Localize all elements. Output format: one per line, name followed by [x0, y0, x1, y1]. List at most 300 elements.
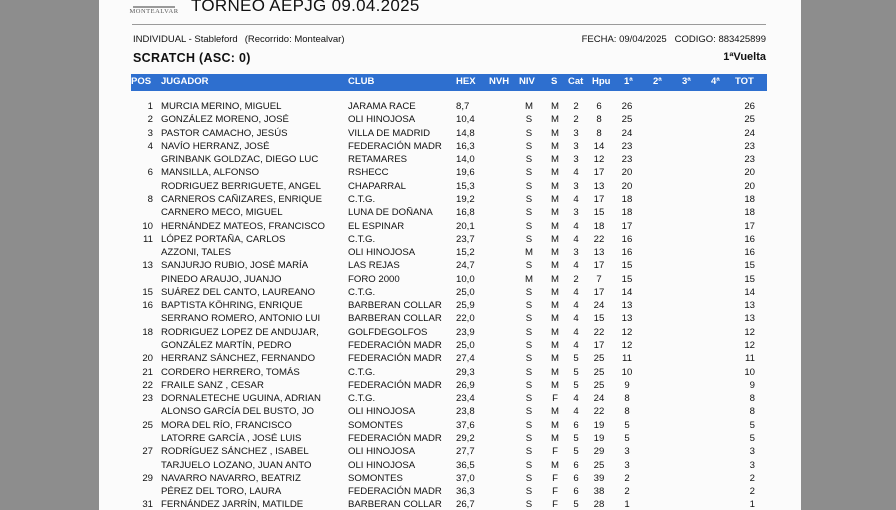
- cell-jugador: CARNEROS CAÑIZARES, ENRIQUE: [161, 193, 322, 205]
- table-row: [131, 459, 767, 472]
- cell-s: M: [551, 433, 559, 444]
- table-row: [131, 286, 767, 299]
- cell-cat: 4: [573, 233, 579, 245]
- cell-s: F: [552, 486, 558, 498]
- cell-cat: 3: [573, 127, 579, 139]
- table-row: [131, 472, 767, 485]
- cell-niv: S: [525, 140, 533, 152]
- cell-niv: M: [525, 101, 533, 112]
- cell-jugador: GONZÁLEZ MORENO, JOSÉ: [161, 114, 289, 126]
- cell-cat: 6: [573, 459, 579, 471]
- cell-club: FEDERACIÓN MADR: [348, 340, 442, 352]
- cell-jugador: PINEDO ARAUJO, JUANJO: [161, 273, 282, 285]
- cell-pos: 13: [142, 260, 153, 272]
- cell-hex: 8,7: [456, 101, 470, 112]
- cell-jugador: SUÁREZ DEL CANTO, LAUREANO: [161, 286, 316, 298]
- cell-niv: S: [525, 472, 533, 484]
- cell-club: FEDERACIÓN MADR: [348, 379, 442, 391]
- cell-cat: 2: [573, 114, 579, 126]
- cell-round1: 18: [621, 193, 633, 205]
- cell-jugador: TARJUELO LOZANO, JUAN ANTO: [161, 459, 312, 471]
- cell-hex: 26,7: [456, 499, 475, 510]
- cell-hpu: 28: [593, 499, 605, 510]
- cell-hex: 29,3: [456, 366, 475, 378]
- cell-cat: 6: [573, 486, 579, 498]
- cell-hex: 27,4: [456, 353, 475, 365]
- cell-s: M: [551, 260, 559, 272]
- cell-hex: 24,7: [456, 260, 475, 272]
- cell-hex: 36,5: [456, 459, 475, 471]
- cell-round1: 8: [624, 393, 630, 405]
- cell-jugador: CARNERO MECO, MIGUEL: [161, 207, 283, 219]
- cell-tot: 1: [749, 499, 755, 510]
- cell-niv: S: [525, 353, 533, 365]
- cell-tot: 23: [744, 154, 755, 166]
- cell-niv: M: [525, 247, 533, 259]
- cell-club: OLI HINOJOSA: [348, 247, 416, 259]
- cell-tot: 12: [744, 326, 755, 338]
- cell-tot: 5: [749, 433, 755, 444]
- cell-niv: S: [525, 220, 533, 232]
- cell-round1: 12: [621, 340, 633, 352]
- cell-club: LUNA DE DOÑANA: [348, 207, 433, 219]
- cell-cat: 6: [573, 419, 579, 431]
- cell-club: BARBERAN COLLAR: [348, 499, 442, 510]
- table-row: [131, 432, 767, 445]
- club-logo: [127, 0, 181, 22]
- cell-pos: 23: [142, 393, 153, 405]
- cell-cat: 6: [573, 472, 579, 484]
- cell-hpu: 12: [593, 154, 605, 166]
- table-row: [131, 220, 767, 233]
- cell-s: M: [551, 247, 559, 259]
- cell-s: M: [551, 459, 559, 471]
- cell-hex: 19,2: [456, 193, 475, 205]
- col-header-hpu: Hpu: [592, 76, 611, 87]
- cell-tot: 20: [744, 180, 755, 192]
- cell-hpu: 17: [593, 167, 605, 179]
- cell-niv: M: [525, 273, 533, 285]
- table-row: [131, 259, 767, 272]
- cell-jugador: PÉREZ DEL TORO, LAURA: [161, 486, 282, 498]
- cell-hpu: 17: [593, 193, 605, 205]
- cell-hpu: 25: [593, 353, 605, 365]
- cell-hpu: 39: [593, 472, 605, 484]
- cell-pos: 22: [142, 379, 153, 391]
- cell-hpu: 8: [596, 114, 602, 126]
- table-row: [131, 485, 767, 498]
- cell-hex: 16,3: [456, 140, 475, 152]
- cell-hpu: 17: [593, 286, 605, 298]
- cell-tot: 2: [749, 486, 755, 498]
- cell-cat: 4: [573, 326, 579, 338]
- cell-hex: 14,0: [456, 154, 475, 166]
- cell-round1: 10: [621, 366, 633, 378]
- cell-club: C.T.G.: [348, 286, 376, 298]
- cell-niv: S: [525, 406, 533, 418]
- cell-hpu: 25: [593, 366, 605, 378]
- cell-cat: 4: [573, 220, 579, 232]
- cell-s: M: [551, 233, 559, 245]
- col-header-round2: 2ª: [653, 76, 662, 87]
- cell-s: M: [551, 154, 559, 166]
- cell-tot: 24: [744, 127, 755, 139]
- cell-pos: 1: [147, 101, 153, 112]
- cell-tot: 13: [744, 300, 755, 312]
- cell-hpu: 25: [593, 459, 605, 471]
- cell-club: BARBERAN COLLAR: [348, 300, 442, 312]
- cell-club: C.T.G.: [348, 233, 376, 245]
- col-header-niv: NIV: [519, 76, 535, 87]
- cell-jugador: SERRANO ROMERO, ANTONIO LUI: [161, 313, 321, 325]
- cell-hpu: 22: [593, 233, 605, 245]
- cell-hex: 22,0: [456, 313, 475, 325]
- cell-hpu: 17: [593, 260, 605, 272]
- cell-jugador: SANJURJO RUBIO, JOSÉ MARÍA: [161, 260, 309, 272]
- col-header-pos: POS: [131, 76, 152, 87]
- cell-s: M: [551, 273, 559, 285]
- cell-jugador: FRAILE SANZ , CESAR: [161, 379, 264, 391]
- cell-hpu: 24: [593, 300, 605, 312]
- cell-club: RSHECC: [348, 167, 389, 179]
- cell-cat: 4: [573, 313, 579, 325]
- cell-tot: 18: [744, 207, 755, 219]
- cell-pos: 31: [142, 499, 153, 510]
- cell-cat: 5: [573, 499, 579, 510]
- cell-tot: 13: [744, 313, 755, 325]
- cell-hpu: 18: [593, 220, 605, 232]
- cell-round1: 26: [621, 101, 633, 112]
- cell-s: M: [551, 193, 559, 205]
- table-row: [131, 113, 767, 126]
- cell-hex: 23,4: [456, 393, 475, 405]
- cell-niv: S: [525, 114, 533, 126]
- cell-cat: 2: [573, 101, 579, 112]
- table-row: [131, 379, 767, 392]
- cell-cat: 4: [573, 393, 579, 405]
- cell-s: M: [551, 101, 559, 112]
- cell-round1: 9: [624, 379, 630, 391]
- cell-round1: 8: [624, 406, 630, 418]
- cell-club: BARBERAN COLLAR: [348, 313, 442, 325]
- cell-hpu: 17: [593, 340, 605, 352]
- cell-club: LAS REJAS: [348, 260, 400, 272]
- cell-hex: 25,0: [456, 340, 475, 352]
- cell-hex: 29,2: [456, 433, 475, 444]
- cell-hex: 27,7: [456, 446, 475, 458]
- cell-cat: 4: [573, 300, 579, 312]
- cell-niv: S: [525, 379, 533, 391]
- cell-s: M: [551, 220, 559, 232]
- cell-jugador: NAVARRO NAVARRO, BEATRIZ: [161, 472, 301, 484]
- cell-hex: 10,0: [456, 273, 475, 285]
- cell-cat: 4: [573, 260, 579, 272]
- cell-club: OLI HINOJOSA: [348, 459, 416, 471]
- cell-s: M: [551, 286, 559, 298]
- cell-pos: 21: [142, 366, 153, 378]
- cell-niv: S: [525, 193, 533, 205]
- table-row: [131, 193, 767, 206]
- cell-s: M: [551, 300, 559, 312]
- cell-round1: 13: [621, 300, 633, 312]
- cell-s: M: [551, 326, 559, 338]
- cell-round1: 17: [621, 220, 633, 232]
- cell-s: F: [552, 472, 558, 484]
- date-label: FECHA: 09/04/2025: [581, 34, 667, 45]
- cell-club: CHAPARRAL: [348, 180, 406, 192]
- cell-niv: S: [525, 446, 533, 458]
- competition-mode: INDIVIDUAL - Stableford: [133, 34, 238, 45]
- cell-hex: 23,8: [456, 406, 475, 418]
- cell-round1: 11: [622, 353, 632, 365]
- cell-s: M: [551, 406, 559, 418]
- cell-club: C.T.G.: [348, 366, 376, 378]
- cell-niv: S: [525, 486, 533, 498]
- cell-round1: 16: [621, 247, 633, 259]
- cell-s: M: [551, 140, 559, 152]
- col-header-round1: 1ª: [624, 76, 633, 87]
- cell-hex: 36,3: [456, 486, 475, 498]
- cell-club: FEDERACIÓN MADR: [348, 140, 442, 152]
- cell-tot: 12: [744, 340, 755, 352]
- cell-jugador: LÓPEZ PORTAÑA, CARLOS: [161, 233, 286, 245]
- table-row: [131, 273, 767, 286]
- cell-round1: 14: [621, 286, 633, 298]
- round-label: 1ªVuelta: [723, 51, 766, 63]
- cell-round1: 1: [624, 499, 630, 510]
- table-row: [131, 246, 767, 259]
- cell-club: OLI HINOJOSA: [348, 406, 416, 418]
- code-label: CODIGO: 883425899: [674, 34, 766, 45]
- cell-tot: 25: [744, 114, 755, 126]
- cell-tot: 26: [744, 101, 755, 112]
- cell-niv: S: [525, 340, 533, 352]
- cell-jugador: RODRÍGUEZ SÁNCHEZ , ISABEL: [161, 446, 309, 458]
- cell-club: SOMONTES: [348, 472, 403, 484]
- table-row: [131, 233, 767, 246]
- course-name: (Recorrido: Montealvar): [244, 34, 345, 45]
- cell-hpu: 15: [593, 313, 605, 325]
- cell-tot: 10: [744, 366, 755, 378]
- cell-club: FEDERACIÓN MADR: [348, 486, 442, 498]
- cell-hpu: 8: [596, 127, 602, 139]
- cell-jugador: GONZÁLEZ MARTÍN, PEDRO: [161, 340, 292, 352]
- cell-cat: 3: [573, 140, 579, 152]
- cell-hex: 37,0: [456, 472, 475, 484]
- cell-jugador: BAPTISTA KÖHRING, ENRIQUE: [161, 300, 303, 312]
- cell-hpu: 15: [593, 207, 605, 219]
- cell-cat: 3: [573, 247, 579, 259]
- header-divider: [132, 24, 766, 25]
- table-row: [131, 312, 767, 325]
- cell-s: M: [551, 366, 559, 378]
- cell-club: JARAMA RACE: [348, 101, 416, 112]
- cell-club: OLI HINOJOSA: [348, 446, 416, 458]
- cell-hex: 23,9: [456, 326, 475, 338]
- table-row: [131, 352, 767, 365]
- cell-pos: 15: [142, 286, 153, 298]
- cell-niv: S: [525, 459, 533, 471]
- cell-jugador: DORNALETECHE UGUINA, ADRIAN: [161, 393, 321, 405]
- cell-jugador: FERNÁNDEZ JARRÍN, MATILDE: [161, 499, 304, 510]
- cell-tot: 16: [744, 233, 755, 245]
- cell-cat: 3: [573, 180, 579, 192]
- logo-emblem: [133, 0, 175, 8]
- table-row: [131, 140, 767, 153]
- cell-pos: 27: [142, 446, 153, 458]
- cell-tot: 8: [749, 393, 755, 405]
- cell-pos: 11: [143, 233, 153, 245]
- cell-niv: S: [525, 419, 533, 431]
- col-header-nvh: NVH: [489, 76, 510, 87]
- cell-hpu: 6: [596, 101, 602, 112]
- cell-hex: 23,7: [456, 233, 475, 245]
- cell-pos: 2: [147, 114, 153, 126]
- cell-tot: 15: [744, 260, 755, 272]
- cell-pos: 6: [147, 167, 153, 179]
- cell-hex: 25,9: [456, 300, 475, 312]
- cell-round1: 13: [621, 313, 633, 325]
- table-row: [131, 326, 767, 339]
- cell-tot: 9: [749, 379, 755, 391]
- cell-jugador: HERRANZ SÁNCHEZ, FERNANDO: [161, 353, 316, 365]
- cell-hpu: 22: [593, 406, 605, 418]
- cell-pos: 10: [142, 220, 153, 232]
- col-header-club: CLUB: [348, 76, 375, 87]
- cell-hex: 20,1: [456, 220, 475, 232]
- cell-cat: 5: [573, 353, 579, 365]
- cell-jugador: AZZONI, TALES: [161, 247, 232, 259]
- cell-hpu: 29: [593, 446, 605, 458]
- table-row: [131, 299, 767, 312]
- cell-pos: 25: [142, 419, 153, 431]
- cell-cat: 2: [573, 273, 579, 285]
- cell-s: M: [551, 180, 559, 192]
- cell-cat: 5: [573, 366, 579, 378]
- table-row: [131, 419, 767, 432]
- cell-pos: 8: [147, 193, 153, 205]
- cell-pos: 16: [142, 300, 153, 312]
- cell-niv: S: [525, 154, 533, 166]
- cell-round1: 15: [621, 273, 633, 285]
- cell-jugador: PASTOR CAMACHO, JESÚS: [161, 127, 288, 139]
- cell-niv: S: [525, 180, 533, 192]
- date-code-info: [582, 34, 766, 45]
- cell-jugador: NAVÍO HERRANZ, JOSÉ: [161, 140, 270, 152]
- cell-round1: 2: [624, 486, 630, 498]
- cell-club: RETAMARES: [348, 154, 407, 166]
- cell-jugador: LATORRE GARCÍA , JOSÉ LUIS: [161, 433, 302, 444]
- cell-round1: 23: [621, 154, 633, 166]
- cell-pos: 4: [147, 140, 153, 152]
- cell-s: F: [552, 393, 558, 405]
- cell-round1: 16: [621, 233, 633, 245]
- cell-niv: S: [525, 127, 533, 139]
- col-header-tot: TOT: [735, 76, 754, 87]
- cell-niv: S: [525, 366, 533, 378]
- cell-cat: 5: [573, 433, 579, 444]
- table-row: [131, 339, 767, 352]
- cell-hex: 16,8: [456, 207, 475, 219]
- cell-s: M: [551, 127, 559, 139]
- cell-tot: 3: [749, 459, 755, 471]
- results-sheet: [99, 0, 801, 510]
- cell-jugador: ALONSO GARCÍA DEL BUSTO, JO: [161, 406, 315, 418]
- table-row: [131, 498, 767, 510]
- cell-tot: 2: [749, 472, 755, 484]
- col-header-round3: 3ª: [682, 76, 691, 87]
- cell-niv: S: [525, 433, 533, 444]
- cell-club: OLI HINOJOSA: [348, 114, 416, 126]
- competition-info: [133, 34, 345, 45]
- col-header-round4: 4ª: [711, 76, 720, 87]
- cell-jugador: CORDERO HERRERO, TOMÁS: [161, 366, 300, 378]
- cell-hpu: 7: [596, 273, 602, 285]
- cell-niv: S: [525, 393, 533, 405]
- cell-niv: S: [525, 300, 533, 312]
- table-header: [131, 74, 767, 91]
- cell-round1: 25: [621, 114, 633, 126]
- cell-cat: 5: [573, 446, 579, 458]
- cell-round1: 18: [621, 207, 633, 219]
- cell-pos: 20: [142, 353, 153, 365]
- table-row: [131, 180, 767, 193]
- cell-club: FEDERACIÓN MADR: [348, 433, 442, 444]
- cell-hex: 26,9: [456, 379, 475, 391]
- table-row: [131, 100, 767, 113]
- cell-hex: 14,8: [456, 127, 475, 139]
- cell-niv: S: [525, 313, 533, 325]
- cell-round1: 3: [624, 446, 630, 458]
- cell-s: M: [551, 379, 559, 391]
- cell-niv: S: [525, 207, 533, 219]
- cell-hpu: 25: [593, 379, 605, 391]
- table-row: [131, 445, 767, 458]
- cell-s: F: [552, 446, 558, 458]
- cell-pos: 3: [147, 127, 153, 139]
- cell-cat: 4: [573, 193, 579, 205]
- cell-s: M: [551, 207, 559, 219]
- cell-hex: 25,0: [456, 286, 475, 298]
- cell-tot: 23: [744, 140, 755, 152]
- cell-round1: 15: [621, 260, 633, 272]
- cell-pos: 18: [142, 326, 153, 338]
- cell-tot: 11: [745, 353, 755, 365]
- cell-s: M: [551, 340, 559, 352]
- cell-club: EL ESPINAR: [348, 220, 405, 232]
- cell-round1: 5: [624, 433, 630, 444]
- cell-jugador: MURCIA MERINO, MIGUEL: [161, 101, 282, 112]
- cell-hpu: 19: [593, 433, 605, 444]
- cell-hpu: 24: [593, 393, 605, 405]
- table-row: [131, 127, 767, 140]
- cell-cat: 3: [573, 207, 579, 219]
- cell-niv: S: [525, 260, 533, 272]
- logo-text: MONTEALVAR: [129, 8, 179, 15]
- cell-cat: 5: [573, 379, 579, 391]
- table-row: [131, 166, 767, 179]
- table-row: [131, 153, 767, 166]
- cell-club: C.T.G.: [348, 193, 376, 205]
- cell-tot: 17: [744, 220, 755, 232]
- cell-hpu: 19: [593, 419, 605, 431]
- cell-s: M: [551, 313, 559, 325]
- cell-niv: S: [525, 286, 533, 298]
- cell-niv: S: [525, 233, 533, 245]
- cell-tot: 3: [749, 446, 755, 458]
- cell-cat: 4: [573, 340, 579, 352]
- cell-cat: 4: [573, 406, 579, 418]
